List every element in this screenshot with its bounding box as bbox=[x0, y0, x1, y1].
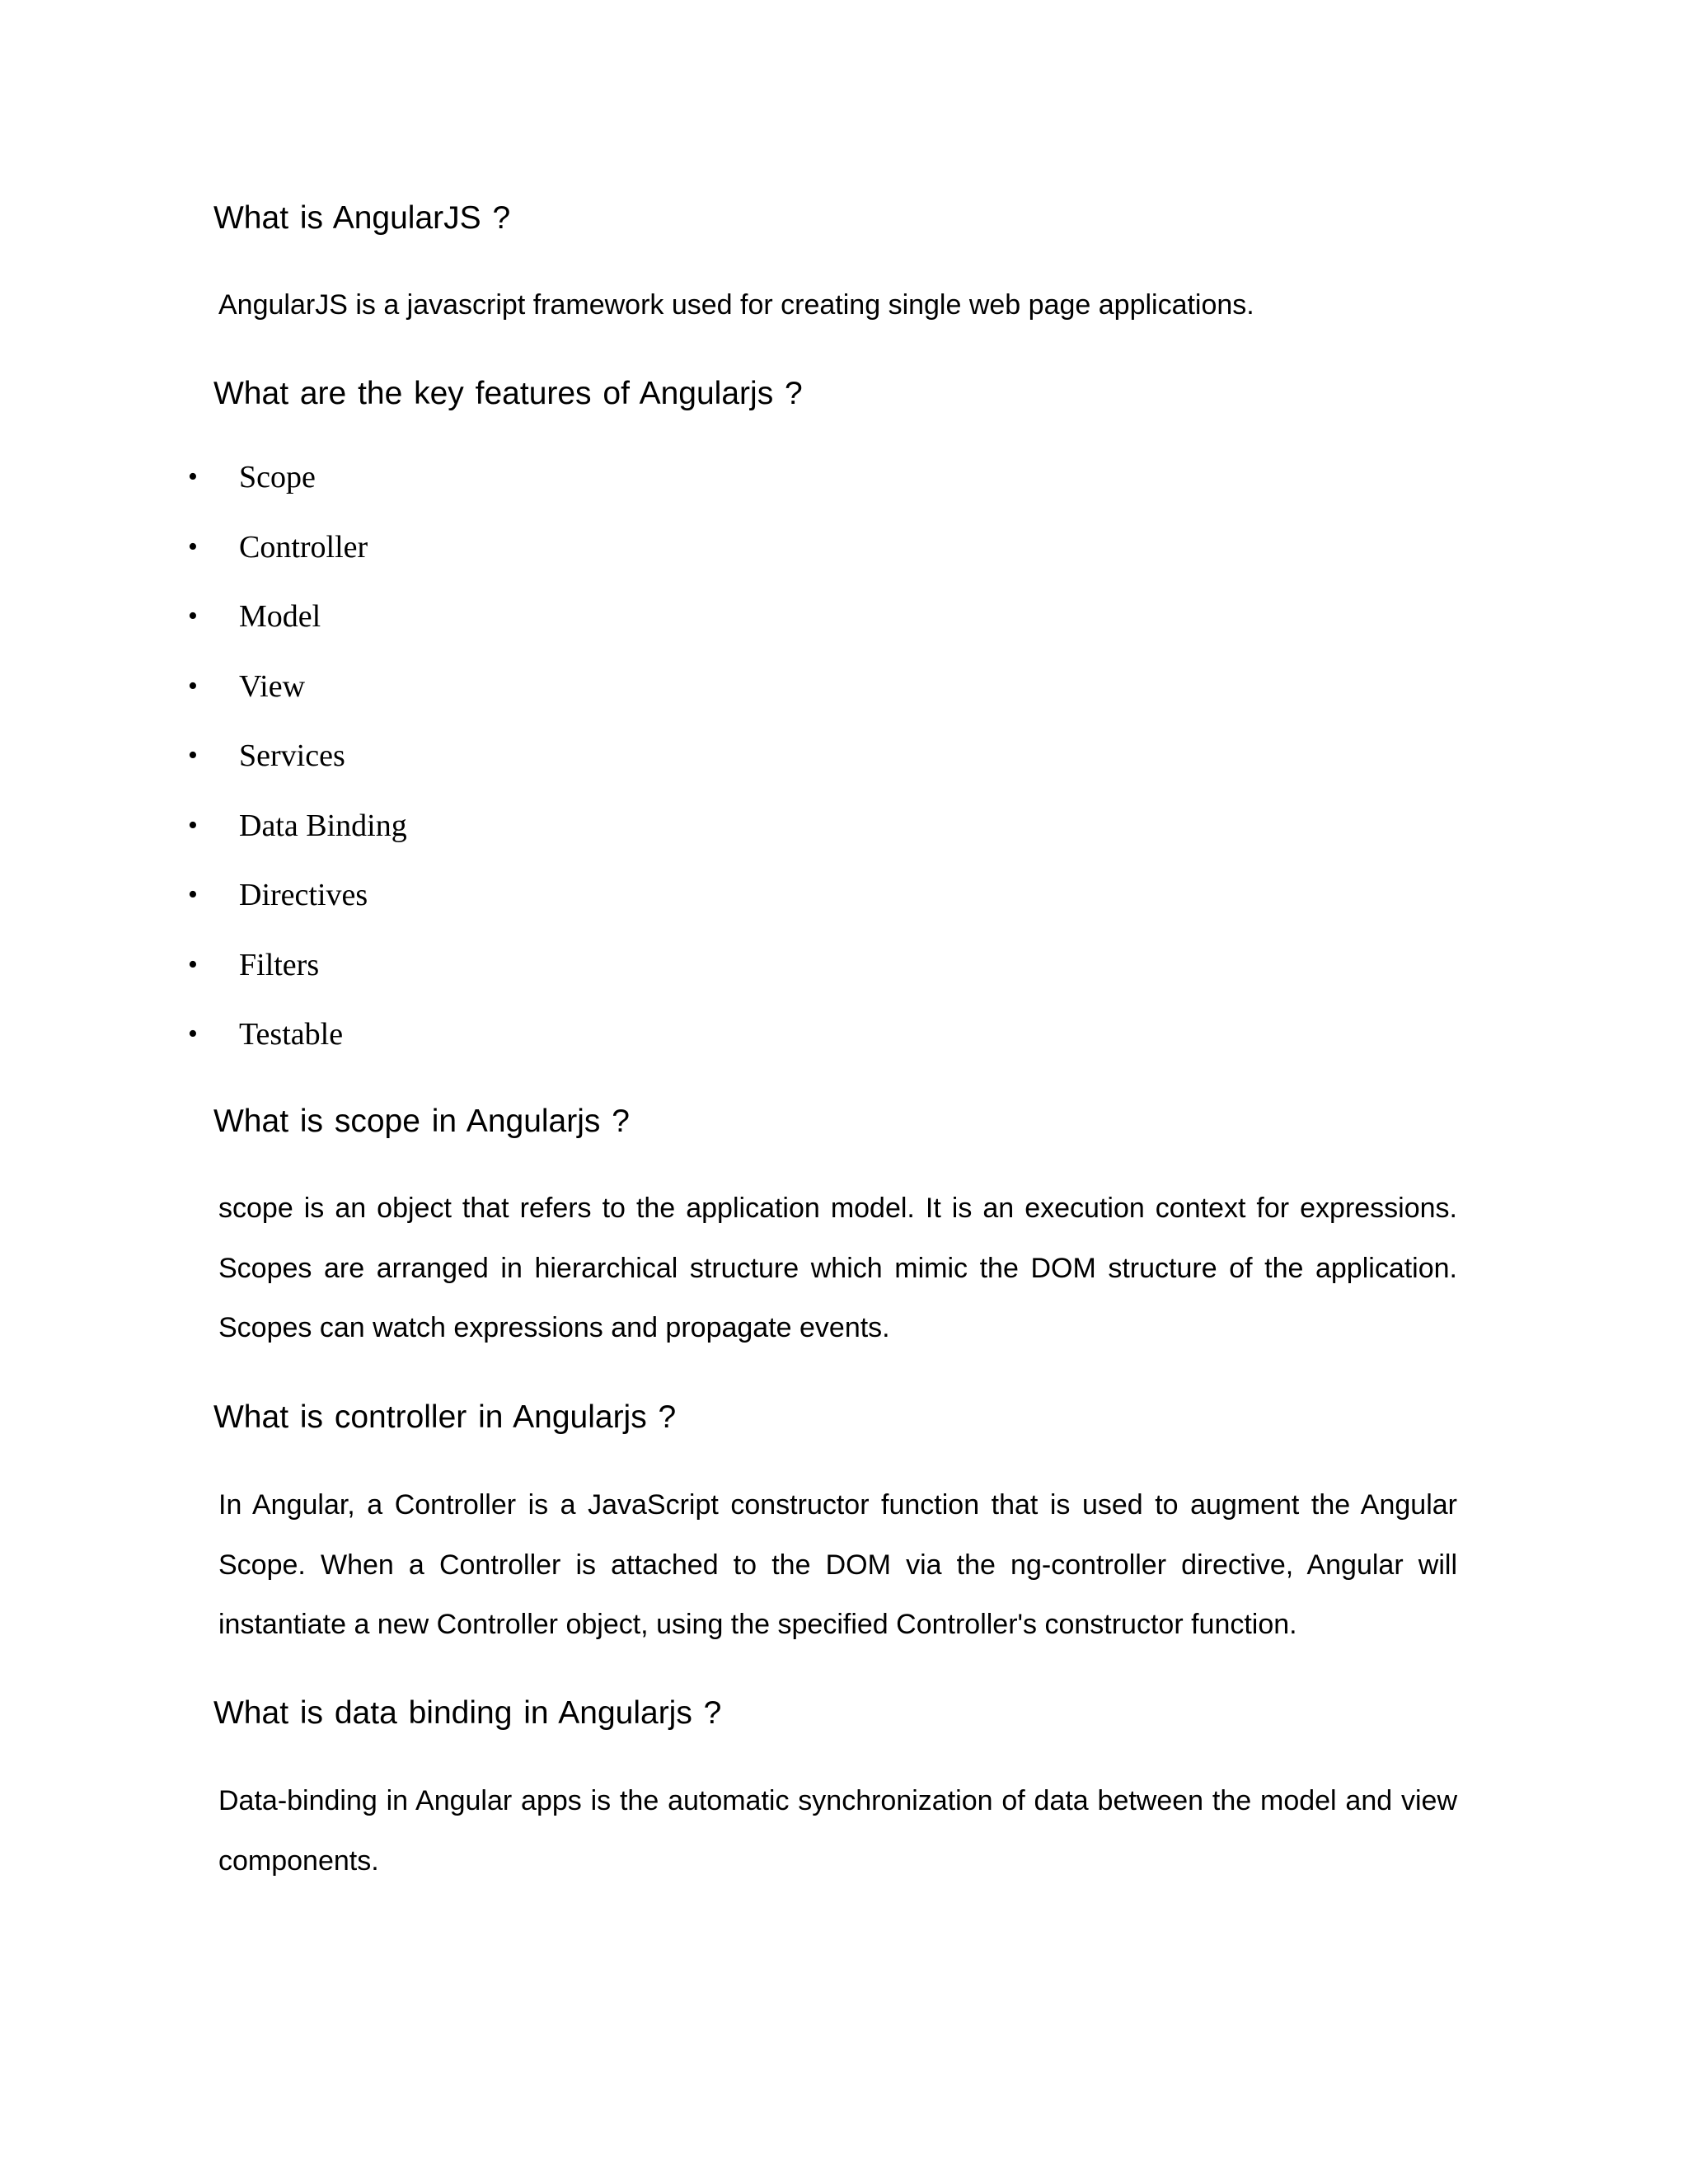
bullet-icon: • bbox=[188, 462, 198, 492]
feature-label: Testable bbox=[239, 1017, 344, 1052]
answer-controller: In Angular, a Controller is a JavaScript constructor function that is used to augment the Angular Scope. When a Controller is attached to the DOM via the ng-controller directive, Angular will instantiate a new Controller object, using the specified Controller's constructor function. bbox=[218, 1489, 1457, 1640]
answer-scope: scope is an object that refers to the application model. It is an execution context for expressions. Scopes are arranged in hierarchical structure which mimic the DOM structure of the application. Scopes can watch expressions and propagate events. bbox=[218, 1193, 1457, 1343]
feature-label: Data Binding bbox=[239, 808, 407, 843]
feature-label: Controller bbox=[239, 529, 368, 565]
feature-label: Filters bbox=[239, 947, 320, 982]
question-what-is-angularjs: What is AngularJS ? bbox=[213, 200, 511, 236]
bullet-icon: • bbox=[188, 601, 198, 631]
bullet-icon: • bbox=[188, 1019, 198, 1049]
answer-what-is-angularjs: AngularJS is a javascript framework used for creating single web page applications. bbox=[218, 289, 1254, 321]
bullet-icon: • bbox=[188, 949, 198, 980]
question-data-binding: What is data binding in Angularjs ? bbox=[213, 1695, 722, 1731]
feature-label: Directives bbox=[239, 878, 368, 912]
question-key-features: What are the key features of Angularjs ? bbox=[213, 376, 803, 411]
feature-label: Model bbox=[239, 599, 321, 634]
bullet-icon: • bbox=[188, 809, 198, 841]
answer-data-binding: Data-binding in Angular apps is the automatic synchronization of data between the model and view components. bbox=[218, 1785, 1457, 1877]
bullet-icon: • bbox=[188, 879, 198, 910]
feature-label: Services bbox=[239, 738, 345, 773]
feature-label: View bbox=[239, 668, 306, 704]
question-controller: What is controller in Angularjs ? bbox=[213, 1399, 677, 1435]
bullet-icon: • bbox=[188, 670, 198, 701]
bullet-icon: • bbox=[188, 531, 198, 562]
bullet-icon: • bbox=[188, 740, 198, 771]
feature-label: Scope bbox=[239, 460, 316, 494]
question-scope: What is scope in Angularjs ? bbox=[213, 1104, 630, 1139]
